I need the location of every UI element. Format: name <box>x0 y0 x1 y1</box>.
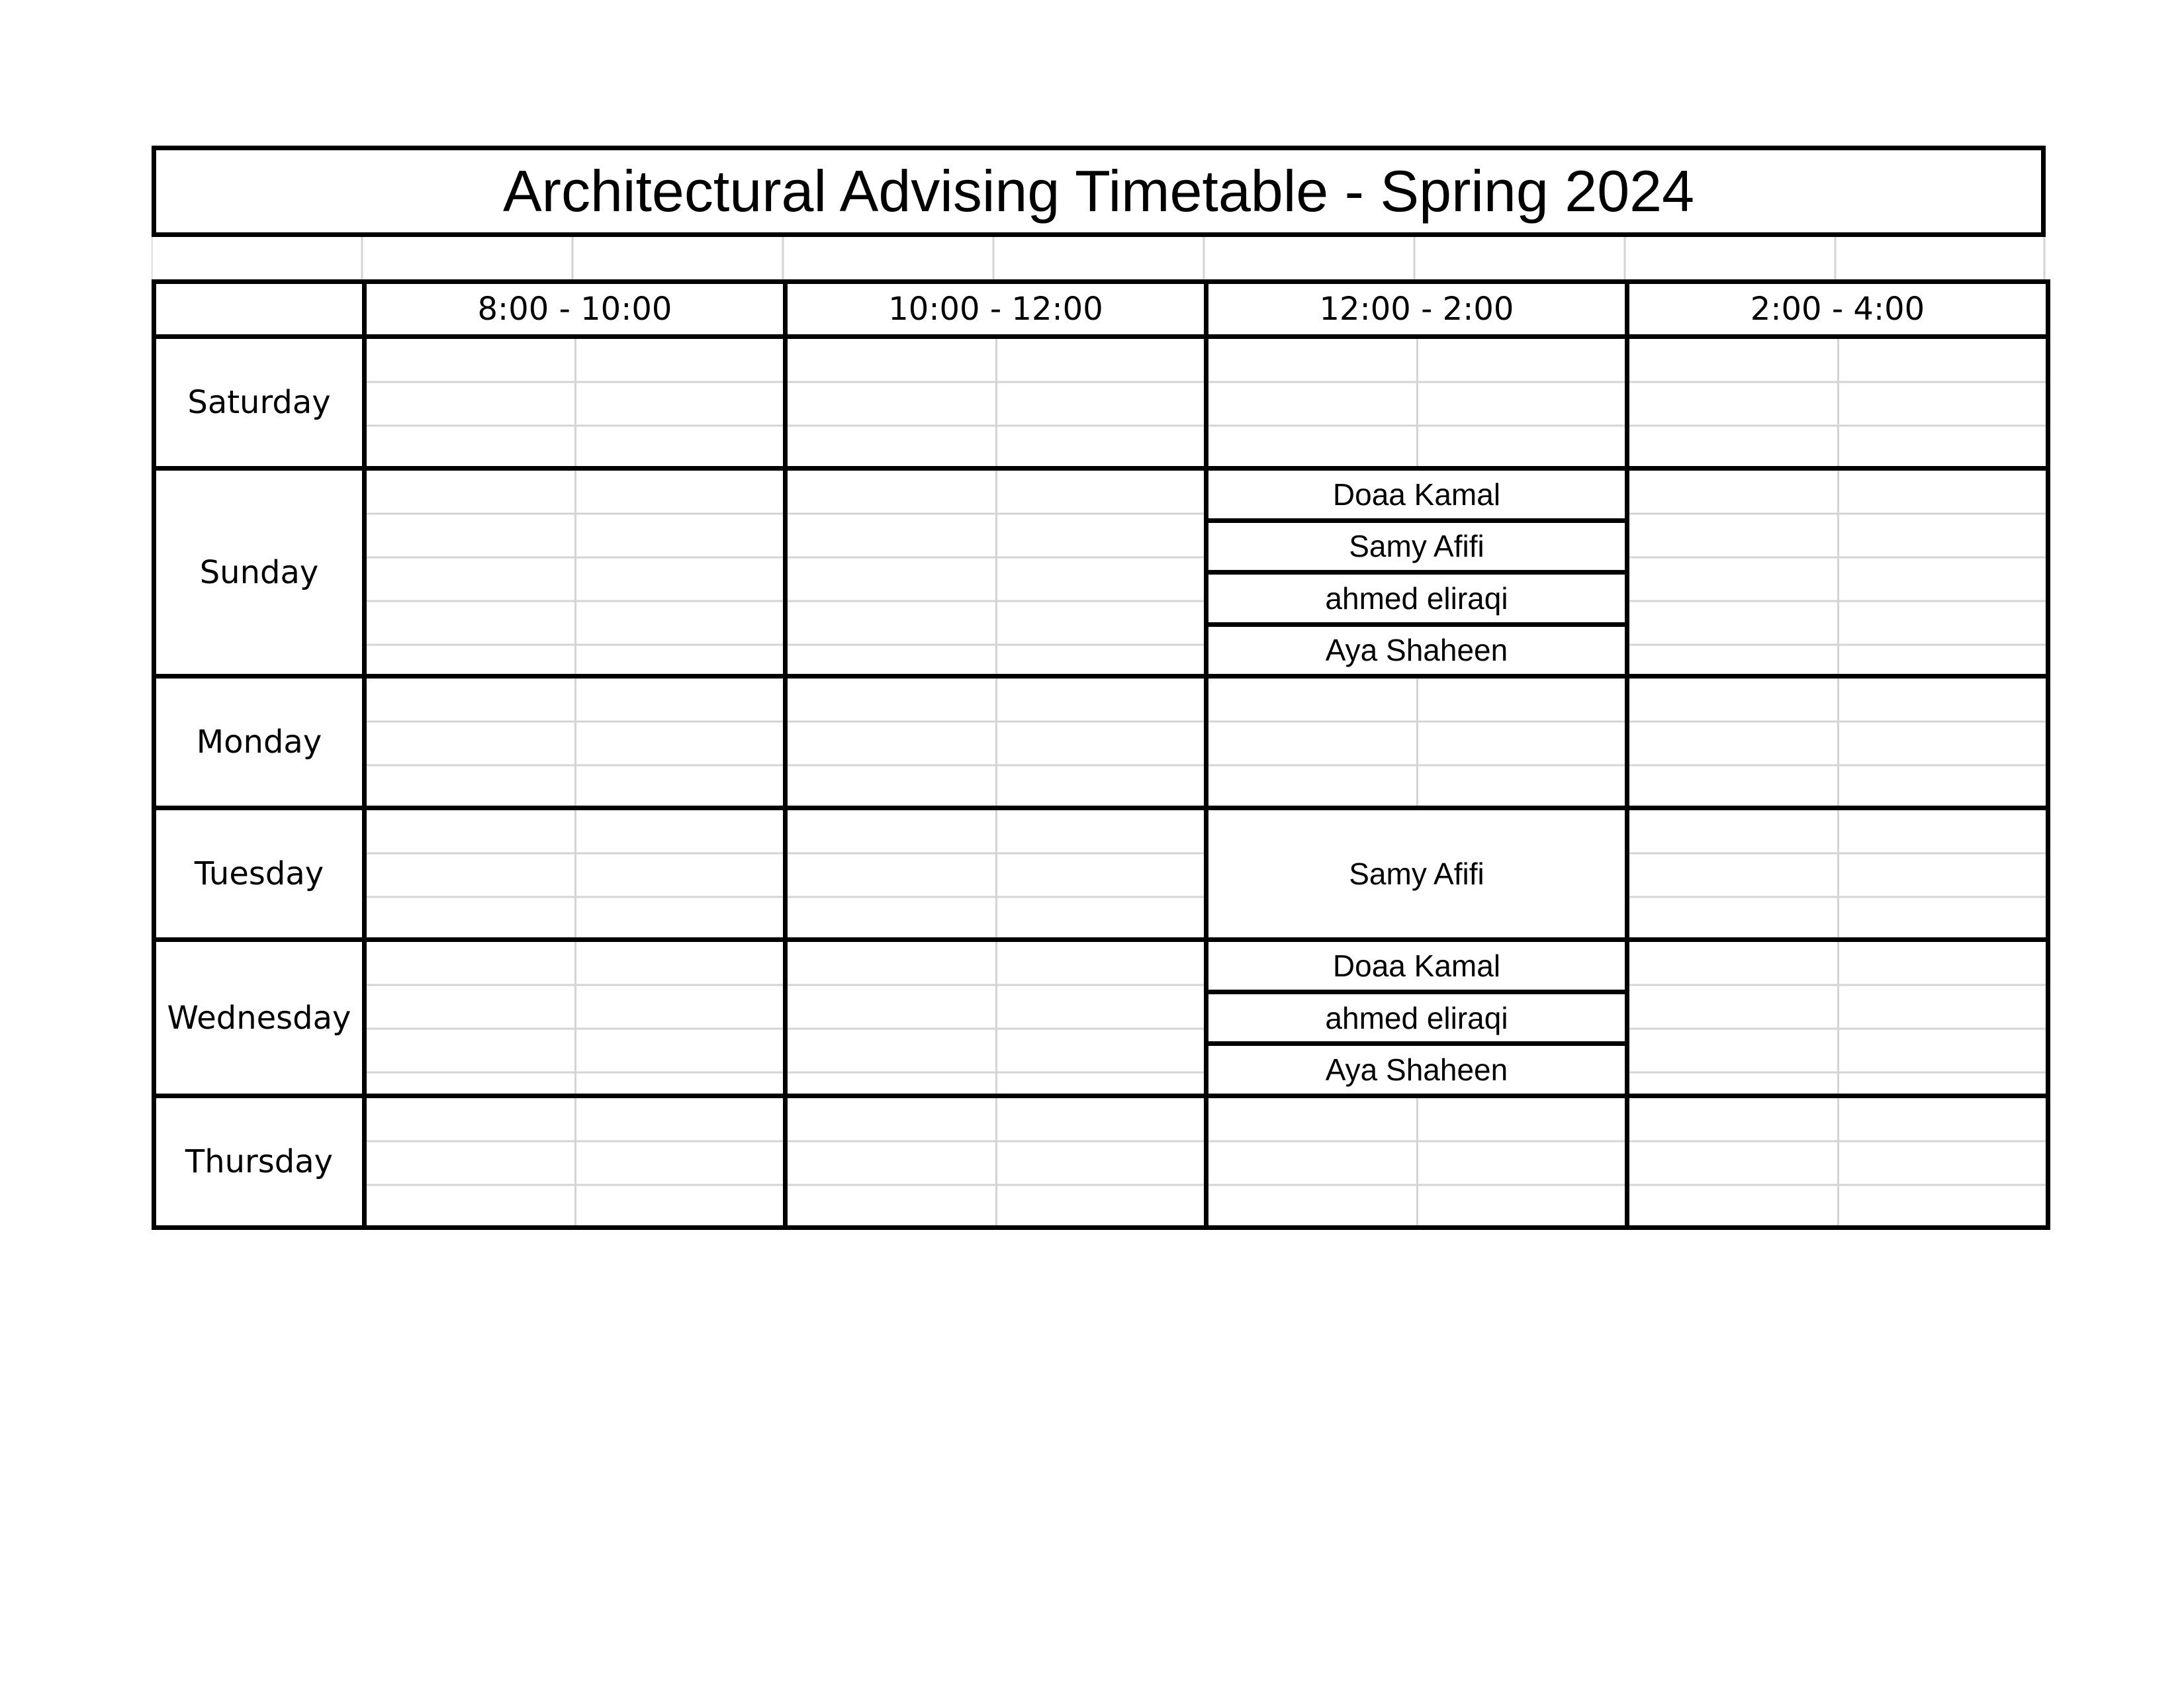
advisor-name: Aya Shaheen <box>1325 633 1508 668</box>
day-label: Monday <box>154 677 365 808</box>
empty-slot <box>1627 469 2048 677</box>
header-corner <box>154 282 365 337</box>
spreadsheet-gridlines <box>152 237 2046 279</box>
empty-slot <box>365 337 786 469</box>
day-row-saturday <box>154 337 2048 469</box>
header-row <box>154 282 2048 337</box>
advisor-stack <box>1208 942 1625 1094</box>
advisor-name: ahmed eliraqi <box>1208 994 1625 1047</box>
empty-slot <box>786 1096 1206 1228</box>
empty-slot <box>786 469 1206 677</box>
empty-slot <box>786 940 1206 1096</box>
day-row-tuesday <box>154 808 2048 940</box>
time-slot-header: 8:00 - 10:00 <box>365 282 786 337</box>
empty-slot <box>1627 1096 2048 1228</box>
day-row-sunday <box>154 469 2048 677</box>
day-label: Sunday <box>154 469 365 677</box>
time-slot-header: 10:00 - 12:00 <box>786 282 1206 337</box>
day-label: Saturday <box>154 337 365 469</box>
page-title: Architectural Advising Timetable - Spring 2024 <box>502 158 1695 224</box>
empty-slot <box>1627 677 2048 808</box>
empty-slot <box>1206 1096 1627 1228</box>
empty-slot <box>365 677 786 808</box>
empty-slot <box>365 1096 786 1228</box>
empty-slot <box>1627 940 2048 1096</box>
advisor-stack <box>1208 471 1625 674</box>
advisor-name: Doaa Kamal <box>1208 471 1625 523</box>
empty-slot <box>786 677 1206 808</box>
empty-slot <box>786 808 1206 940</box>
day-label: Thursday <box>154 1096 365 1228</box>
day-row-wednesday <box>154 940 2048 1096</box>
timetable <box>152 279 2050 1230</box>
empty-slot <box>365 940 786 1096</box>
day-row-thursday <box>154 1096 2048 1228</box>
empty-slot <box>1206 337 1627 469</box>
day-row-monday <box>154 677 2048 808</box>
empty-slot <box>1627 337 2048 469</box>
day-label: Tuesday <box>154 808 365 940</box>
title-box <box>152 146 2046 237</box>
advisor-name: Aya Shaheen <box>1325 1053 1508 1088</box>
advisor-name: Samy Afifi <box>1208 523 1625 575</box>
advisor-slot <box>1206 940 1627 1096</box>
empty-slot <box>1627 808 2048 940</box>
empty-slot <box>365 469 786 677</box>
empty-slot <box>786 337 1206 469</box>
advisor-slot <box>1206 469 1627 677</box>
advisor-name: Samy Afifi <box>1206 808 1627 940</box>
advisor-name: ahmed eliraqi <box>1208 575 1625 627</box>
empty-slot <box>365 808 786 940</box>
time-slot-header: 12:00 - 2:00 <box>1206 282 1627 337</box>
time-slot-header: 2:00 - 4:00 <box>1627 282 2048 337</box>
day-label: Wednesday <box>154 940 365 1096</box>
empty-slot <box>1206 677 1627 808</box>
advisor-name: Doaa Kamal <box>1208 942 1625 994</box>
